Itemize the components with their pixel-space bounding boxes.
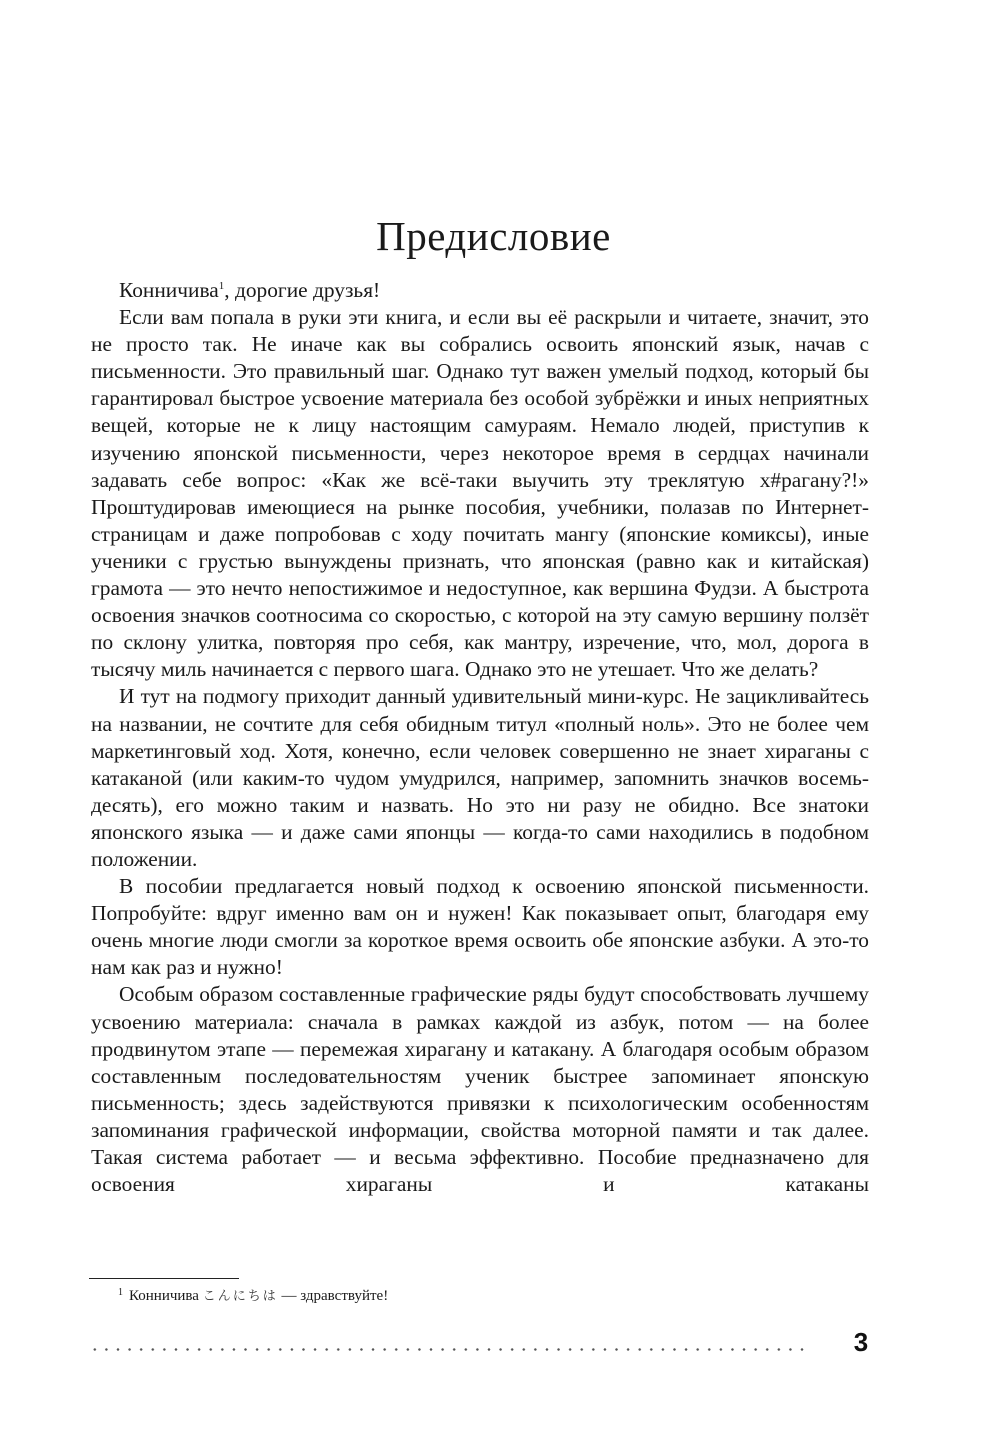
footnote [118,1286,388,1307]
footnote-marker: 1 [118,1287,123,1298]
footnote-translation: — здравствуйте! [281,1288,389,1304]
paragraph-2: И тут на подмогу приходит данный удивительный мини-курс. Не зацикливайтесь на названии, не сочтите для себя обидным титул «полный ноль». Это не более чем маркетинговый ход. Хотя, конечно, если человек совершенно не знает хираганы с катаканой (или каким-то чудом умудрился, например, запомнить значков восемь-десять), его можно таким и назвать. Но это ни разу не обидно. Все знатоки японского языка — и даже сами японцы — когда-то сами находились в подобном положении. [91,684,869,871]
paragraph-4: Особым образом составленные графические ряды будут способствовать лучшему усвоению материала: сначала в рамках каждой из азбук, потом — на более продвинутом этапе — перемежая хирагану и катакану. А благодаря особым образом составленным последовательностям ученик быстрее запоминает японскую письменность; здесь задействуются привязки к психологическим особенностям запоминания графической информации, свойства моторной памяти и так далее. Такая система работает — и весьма эффективно. Пособие предназначено для освоения хираганы и катаканы [91,982,869,1197]
page-number: 3 [853,1327,869,1357]
paragraph-1: Если вам попала в руки эти книга, и если вы её раскрыли и читаете, значит, это не просто так. Не иначе как вы собрались освоить японский язык, начав с письменности. Это правильный шаг. Однако тут важен умелый подход, который бы гарантировал быстрое усвоение материала без особой зубрёжки и иных неприятных вещей, которые не к лицу настоящим самураям. Немало людей, приступив к изучению японской письменности, через некоторое время в сердцах начинали задавать себе вопрос: «Как же всё-таки выучить эту треклятую х#рагану?!» Проштудировав имеющиеся на рынке пособия, учебники, полазав по Интернет-страницам и даже попробовав с ходу почитать мангу (японские комиксы), иные ученики с грустью вынуждены признать, что японская (равно как и китайская) грамота — это нечто непостижимое и недоступное, как вершина Фудзи. А быстрота освоения значков соотносима со скоростью, с которой на эту самую вершину ползёт по склону улитка, повторяя про себя, как мантру, изречение, что, мол, дорога в тысячу миль начинается с первого шага. Однако это не утешает. Что же делать? [91,305,869,682]
paragraph-3: В пособии предлагается новый подход к освоению японской письменности. Попробуйте: вдруг именно вам он и нужен! Как показывает опыт, благодаря ему очень многие люди смогли за короткое время освоить обе японские азбуки. А это-то нам как раз и нужно! [91,874,869,980]
footnote-divider [89,1278,239,1279]
body-text [91,277,869,1198]
footnote-reference[interactable]: 1 [218,280,225,292]
footnote-kana: こんにちは [202,1289,278,1304]
footnote-term: Конничива [129,1288,199,1304]
paragraph-greeting [91,277,869,304]
dotted-footer-rule [89,1348,809,1351]
chapter-heading: Предисловие [376,213,611,259]
greeting-word: Конничива [119,278,219,302]
greeting-rest: , дорогие друзья! [224,278,381,302]
